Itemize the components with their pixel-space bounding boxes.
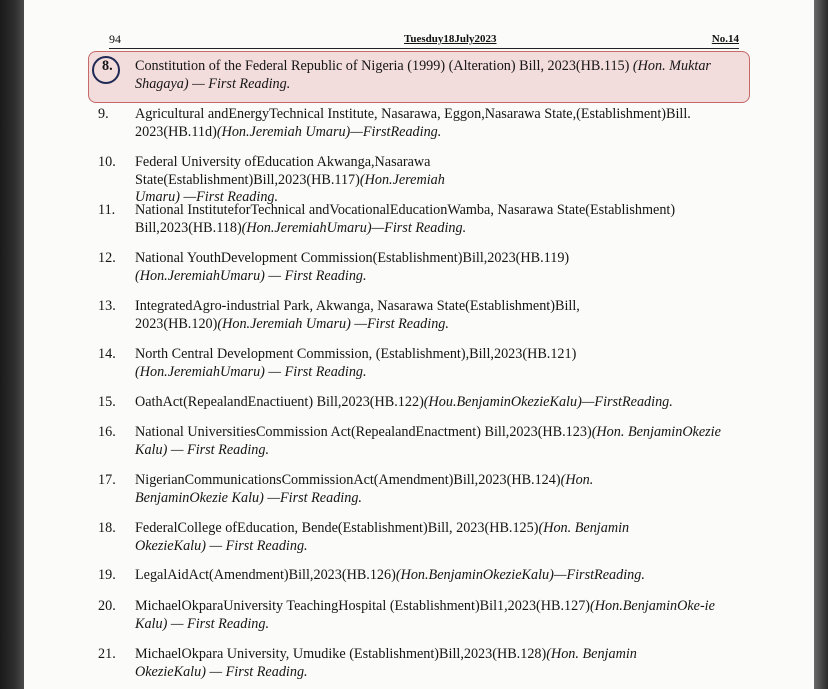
scan-edge-left: [0, 0, 24, 689]
item-number: 15.: [98, 394, 116, 410]
item-text: LegalAidAct(Amendment)Bill,2023(HB.126)(Hon.BenjaminOkezieKalu)—FirstReading.: [135, 567, 645, 583]
item-number: 21.: [98, 646, 116, 662]
item-number: 19.: [98, 567, 116, 583]
item-text: MichaelOkparaUniversity TeachingHospital (Establishment)Bil1,2023(HB.127)(Hon.BenjaminOke-ie Kalu) — First Reading.: [135, 598, 715, 632]
item-number: 18.: [98, 520, 116, 536]
scan-edge-right: [814, 0, 828, 689]
item-text: NigerianCommunicationsCommissionAct(Amendment)Bill,2023(HB.124)(Hon. BenjaminOkezie Kalu) —First Reading.: [135, 472, 594, 506]
item-number: 10.: [98, 154, 116, 170]
page-number: 94: [109, 32, 121, 46]
document-page: [24, 0, 814, 689]
item-number: 12.: [98, 250, 116, 266]
item-number: 11.: [98, 202, 116, 218]
item-number: 9.: [98, 106, 109, 122]
issue-number: No.14: [711, 33, 739, 45]
item-text: Constitution of the Federal Republic of Nigeria (1999) (Alteration) Bill, 2023(HB.115) (Hon. Muktar Shagaya) — First Reading.: [135, 58, 711, 92]
item-number: 13.: [98, 298, 116, 314]
item-text: National UniversitiesCommission Act(RepealandEnactment) Bill,2023(HB.123)(Hon. BenjaminOkezie Kalu) — First Reading.: [135, 424, 721, 458]
item-text: National InstituteforTechnical andVocationalEducationWamba, Nasarawa State(Establishment) Bill,2023(HB.118)(Hon.JeremiahUmaru)—First Reading.: [135, 202, 676, 236]
page-header: [109, 32, 739, 49]
item-number: 16.: [98, 424, 116, 440]
item-number: 17.: [98, 472, 116, 488]
item-text: National YouthDevelopment Commission(Establishment)Bill,2023(HB.119)(Hon.JeremiahUmaru) — First Reading.: [135, 250, 570, 284]
header-date: Tuesduy18July2023: [404, 33, 497, 45]
item-number: 20.: [98, 598, 116, 614]
item-text: FederalCollege ofEducation, Bende(Establishment)Bill, 2023(HB.125)(Hon. Benjamin OkezieKalu) — First Reading.: [135, 520, 630, 554]
item-text: North Central Development Commission, (Establishment),Bill,2023(HB.121)(Hon.JeremiahUmaru) — First Reading.: [135, 346, 577, 380]
item-number: 14.: [98, 346, 116, 362]
item-text: IntegratedAgro-industrial Park, Akwanga, Nasarawa State(Establishment)Bill, 2023(HB.120)(Hon.Jeremiah Umaru) —First Reading.: [135, 298, 580, 332]
item-text: Federal University ofEducation Akwanga,Nasarawa State(Establishment)Bill,2023(HB.117)(Hon.Jeremiah Umaru) —First Reading.: [135, 154, 445, 205]
item-text: OathAct(RepealandEnactiuent) Bill,2023(HB.122)(Hou.BenjaminOkezieKalu)—FirstReading.: [135, 394, 673, 410]
item-text: MichaelOkpara University, Umudike (Establishment)Bill,2023(HB.128)(Hon. Benjamin OkezieKalu) — First Reading.: [135, 646, 637, 680]
item-number: 8.: [102, 58, 113, 74]
item-text: Agricultural andEnergyTechnical Institute, Nasarawa, Eggon,Nasarawa State,(Establishment)Bill. 2023(HB.11d)(Hon.Jeremiah Umaru)—FirstReading.: [135, 106, 691, 140]
